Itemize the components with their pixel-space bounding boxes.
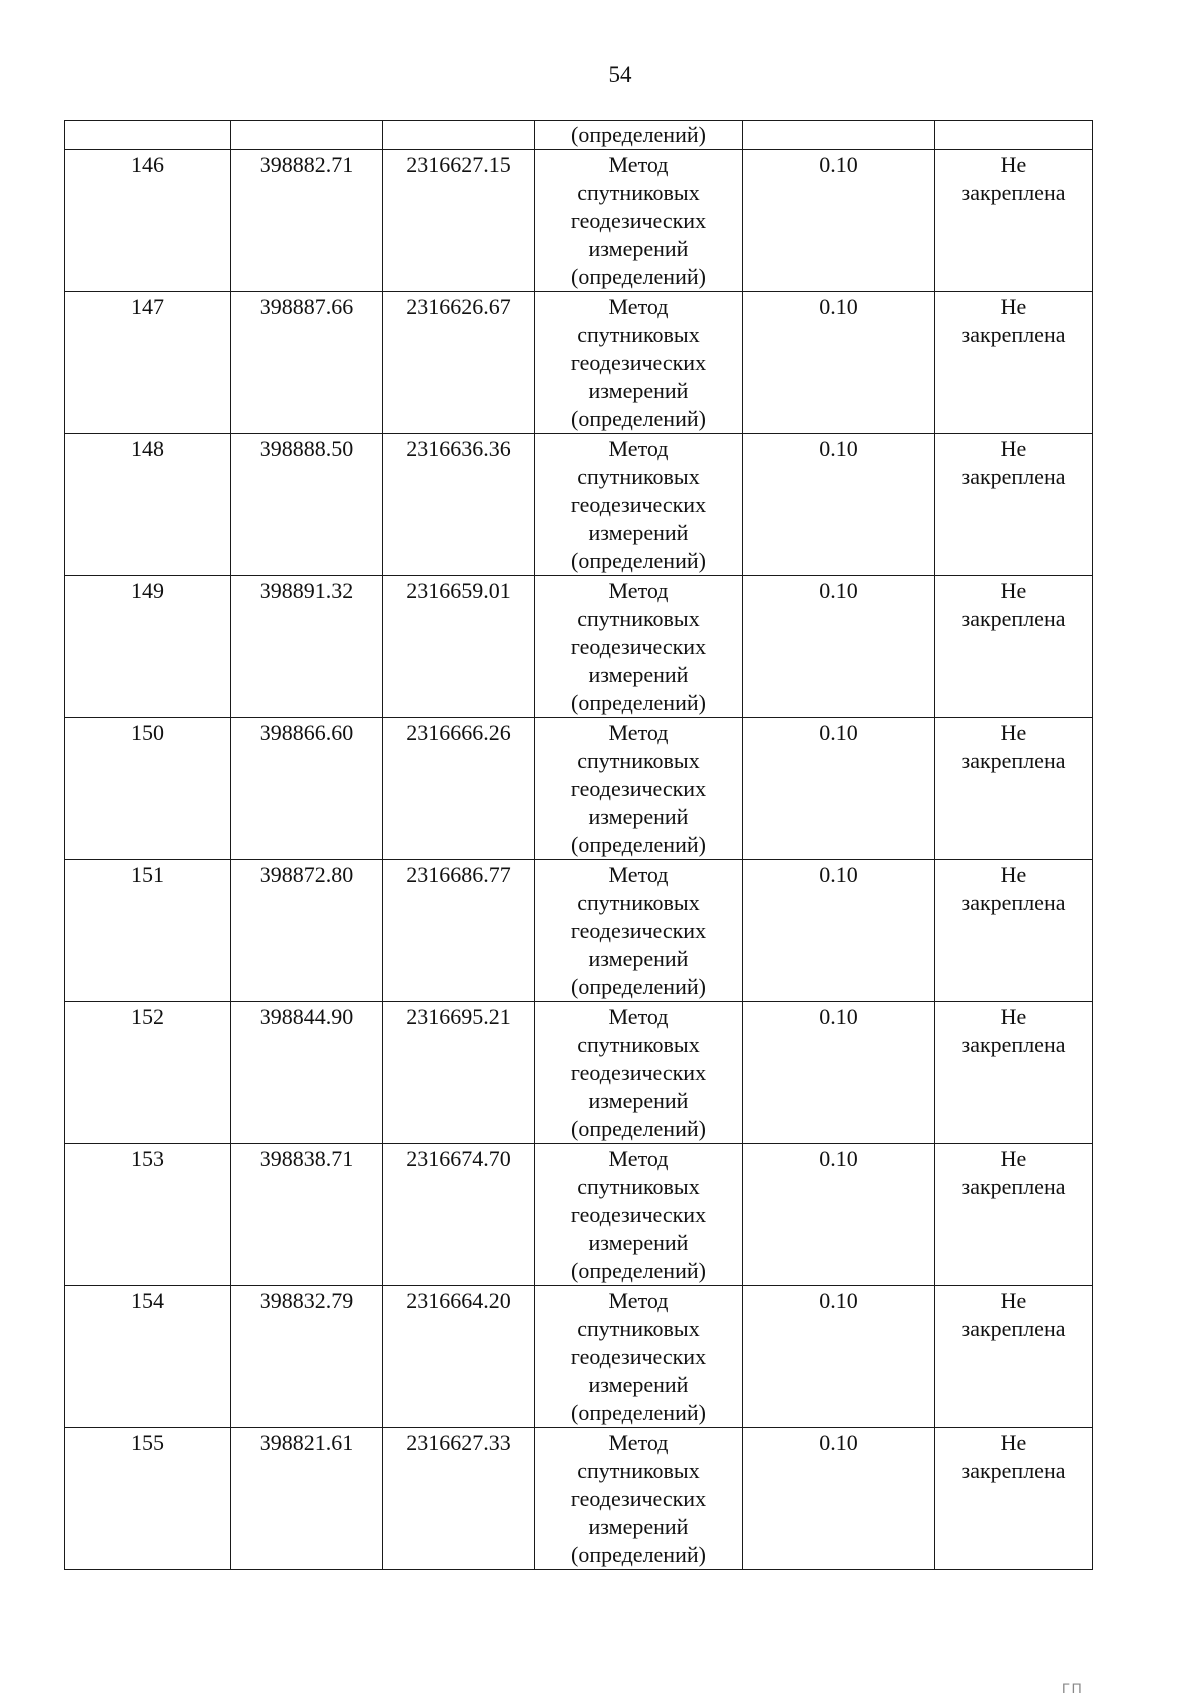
fixing-cell-line: Не: [1000, 862, 1027, 887]
method-cell: [535, 718, 743, 860]
table-row: [65, 860, 1093, 1002]
accuracy-cell: 0.10: [743, 1428, 935, 1570]
method-cell-line: спутниковых: [577, 1458, 700, 1483]
table-row: [65, 434, 1093, 576]
fixing-cell-line: Не: [1000, 578, 1027, 603]
accuracy-cell: 0.10: [743, 576, 935, 718]
point-number-cell: 155: [65, 1428, 231, 1570]
method-cell-line: спутниковых: [577, 748, 700, 773]
point-number-cell: 149: [65, 576, 231, 718]
table-body: [65, 121, 1093, 1570]
method-cell-line: измерений: [588, 804, 689, 829]
method-cell: [535, 434, 743, 576]
method-cell-line: измерений: [588, 236, 689, 261]
method-cell-line: геодезических: [570, 350, 707, 375]
fixing-cell: [935, 718, 1093, 860]
x-coordinate-cell: 398882.71: [231, 150, 383, 292]
x-coordinate-cell: 398891.32: [231, 576, 383, 718]
fixing-cell-line: закреплена: [961, 322, 1066, 347]
method-cell: [535, 1144, 743, 1286]
method-cell-line: измерений: [588, 1230, 689, 1255]
corner-mark: ГП: [1062, 1680, 1084, 1696]
fixing-cell: [935, 1286, 1093, 1428]
point-number-cell: 150: [65, 718, 231, 860]
method-cell-line: Метод: [608, 578, 669, 603]
fixing-cell: [935, 1002, 1093, 1144]
fixing-cell-line: закреплена: [961, 464, 1066, 489]
accuracy-cell: 0.10: [743, 860, 935, 1002]
point-number-cell: 151: [65, 860, 231, 1002]
x-coordinate-cell: 398821.61: [231, 1428, 383, 1570]
method-cell-line: геодезических: [570, 918, 707, 943]
y-coordinate-cell: 2316674.70: [383, 1144, 535, 1286]
x-coordinate-cell: 398872.80: [231, 860, 383, 1002]
method-cell: [535, 292, 743, 434]
fixing-cell-line: Не: [1000, 436, 1027, 461]
method-cell-line: измерений: [588, 1372, 689, 1397]
y-coordinate-cell: 2316659.01: [383, 576, 535, 718]
accuracy-cell: 0.10: [743, 1286, 935, 1428]
boundary-points-table: [64, 120, 1093, 1570]
method-cell-line: Метод: [608, 1146, 669, 1171]
y-coordinate-cell: 2316627.15: [383, 150, 535, 292]
accuracy-cell: 0.10: [743, 1002, 935, 1144]
fixing-cell-line: Не: [1000, 152, 1027, 177]
accuracy-cell: [743, 121, 935, 150]
method-cell-line: спутниковых: [577, 606, 700, 631]
y-coordinate-cell: 2316695.21: [383, 1002, 535, 1144]
fixing-cell-line: закреплена: [961, 1032, 1066, 1057]
y-coordinate-cell: 2316686.77: [383, 860, 535, 1002]
table-row: [65, 1002, 1093, 1144]
method-cell-line: (определений): [571, 1116, 706, 1141]
method-cell-line: спутниковых: [577, 1032, 700, 1057]
accuracy-cell: 0.10: [743, 292, 935, 434]
y-coordinate-cell: 2316664.20: [383, 1286, 535, 1428]
x-coordinate-cell: 398844.90: [231, 1002, 383, 1144]
method-cell-line: Метод: [608, 720, 669, 745]
table-row: [65, 1286, 1093, 1428]
method-cell-line: Метод: [608, 1004, 669, 1029]
fixing-cell-line: Не: [1000, 1146, 1027, 1171]
method-cell-line: измерений: [588, 946, 689, 971]
fixing-cell-line: Не: [1000, 720, 1027, 745]
method-cell-line: (определений): [571, 690, 706, 715]
accuracy-cell: 0.10: [743, 1144, 935, 1286]
method-cell-line: (определений): [571, 1258, 706, 1283]
method-cell-line: Метод: [608, 862, 669, 887]
x-coordinate-cell: 398866.60: [231, 718, 383, 860]
fixing-cell: [935, 121, 1093, 150]
method-cell-line: геодезических: [570, 1486, 707, 1511]
method-cell-line: Метод: [608, 152, 669, 177]
fixing-cell: [935, 1144, 1093, 1286]
method-cell-line: спутниковых: [577, 180, 700, 205]
method-cell-line: спутниковых: [577, 890, 700, 915]
method-cell-line: Метод: [608, 1288, 669, 1313]
method-cell-line: Метод: [608, 294, 669, 319]
method-cell: [535, 121, 743, 150]
x-coordinate-cell: 398838.71: [231, 1144, 383, 1286]
fixing-cell: [935, 150, 1093, 292]
method-cell-line: спутниковых: [577, 322, 700, 347]
y-coordinate-cell: 2316626.67: [383, 292, 535, 434]
accuracy-cell: 0.10: [743, 434, 935, 576]
method-cell: [535, 576, 743, 718]
continuation-row: [65, 121, 1093, 150]
fixing-cell-line: Не: [1000, 1430, 1027, 1455]
accuracy-cell: 0.10: [743, 150, 935, 292]
method-cell-line: (определений): [571, 548, 706, 573]
method-cell-line: спутниковых: [577, 464, 700, 489]
table-row: [65, 292, 1093, 434]
x-coordinate-cell: 398832.79: [231, 1286, 383, 1428]
fixing-cell-line: закреплена: [961, 1174, 1066, 1199]
point-number-cell: [65, 121, 231, 150]
method-cell-line: (определений): [571, 832, 706, 857]
method-cell-line: (определений): [571, 1400, 706, 1425]
method-cell: [535, 1286, 743, 1428]
table-row: [65, 1428, 1093, 1570]
method-cell: [535, 860, 743, 1002]
page-number: 54: [608, 62, 632, 87]
fixing-cell-line: закреплена: [961, 180, 1066, 205]
y-coordinate-cell: 2316627.33: [383, 1428, 535, 1570]
accuracy-cell: 0.10: [743, 718, 935, 860]
method-cell: [535, 150, 743, 292]
method-cell-line: геодезических: [570, 634, 707, 659]
y-coordinate-cell: 2316636.36: [383, 434, 535, 576]
fixing-cell-line: Не: [1000, 1288, 1027, 1313]
fixing-cell-line: закреплена: [961, 1458, 1066, 1483]
method-cell-line: (определений): [571, 264, 706, 289]
method-cell-line: геодезических: [570, 208, 707, 233]
method-cell: [535, 1428, 743, 1570]
method-cell-line: геодезических: [570, 776, 707, 801]
fixing-cell-line: закреплена: [961, 1316, 1066, 1341]
method-cell-line: геодезических: [570, 1344, 707, 1369]
y-coordinate-cell: 2316666.26: [383, 718, 535, 860]
y-coordinate-cell: [383, 121, 535, 150]
table-row: [65, 150, 1093, 292]
method-cell-line: (определений): [571, 974, 706, 999]
point-number-cell: 147: [65, 292, 231, 434]
fixing-cell-line: Не: [1000, 294, 1027, 319]
table-row: [65, 1144, 1093, 1286]
fixing-cell-line: Не: [1000, 1004, 1027, 1029]
method-cell-line: измерений: [588, 1088, 689, 1113]
method-cell: [535, 1002, 743, 1144]
fixing-cell: [935, 576, 1093, 718]
point-number-cell: 146: [65, 150, 231, 292]
method-cell-line: измерений: [588, 378, 689, 403]
point-number-cell: 154: [65, 1286, 231, 1428]
method-cell-line: измерений: [588, 1514, 689, 1539]
method-cell-line: (определений): [571, 1542, 706, 1567]
method-cell-line: измерений: [588, 662, 689, 687]
method-cell-line: геодезических: [570, 1202, 707, 1227]
fixing-cell-line: закреплена: [961, 606, 1066, 631]
point-number-cell: 153: [65, 1144, 231, 1286]
method-cell-line: (определений): [571, 406, 706, 431]
method-cell-line: геодезических: [570, 492, 707, 517]
method-cell-line: измерений: [588, 520, 689, 545]
fixing-cell-line: закреплена: [961, 748, 1066, 773]
method-cell-line: геодезических: [570, 1060, 707, 1085]
x-coordinate-cell: 398888.50: [231, 434, 383, 576]
fixing-cell: [935, 860, 1093, 1002]
table-row: [65, 576, 1093, 718]
x-coordinate-cell: [231, 121, 383, 150]
x-coordinate-cell: 398887.66: [231, 292, 383, 434]
method-cell-line: (определений): [571, 122, 706, 147]
point-number-cell: 152: [65, 1002, 231, 1144]
fixing-cell-line: закреплена: [961, 890, 1066, 915]
method-cell-line: спутниковых: [577, 1174, 700, 1199]
method-cell-line: Метод: [608, 436, 669, 461]
method-cell-line: спутниковых: [577, 1316, 700, 1341]
method-cell-line: Метод: [608, 1430, 669, 1455]
table-row: [65, 718, 1093, 860]
point-number-cell: 148: [65, 434, 231, 576]
fixing-cell: [935, 292, 1093, 434]
fixing-cell: [935, 1428, 1093, 1570]
fixing-cell: [935, 434, 1093, 576]
